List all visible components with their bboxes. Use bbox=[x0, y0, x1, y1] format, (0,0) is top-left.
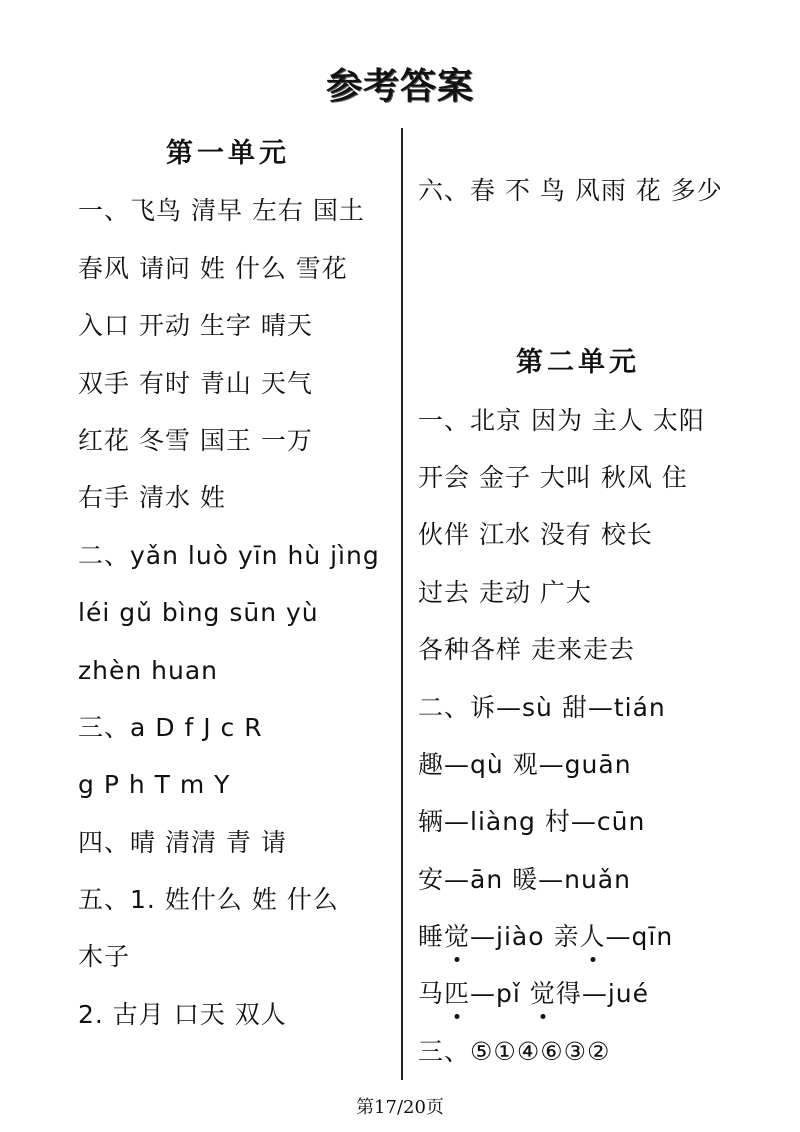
answer-line: zhèn huan bbox=[78, 655, 218, 685]
spacer bbox=[418, 219, 758, 334]
answer-line: 五、1. 姓什么 姓 什么 bbox=[78, 885, 339, 915]
answer-line: léi gǔ bìng sūn yù bbox=[78, 598, 319, 628]
dotted-character: 匹 bbox=[444, 965, 470, 1022]
answer-line: 二、yǎn luò yīn hù jìng bbox=[78, 540, 380, 570]
answer-line: 趣—qù 观—guān bbox=[418, 749, 632, 779]
text-segment: 得—jué bbox=[555, 979, 649, 1009]
page-number: 第17/20页 bbox=[356, 1097, 444, 1118]
answer-line: 红花 冬雪 国王 一万 bbox=[78, 425, 313, 455]
page-title: 参考答案 bbox=[325, 65, 474, 107]
right-column bbox=[418, 162, 758, 1080]
text-segment: —jiào 亲 bbox=[470, 922, 580, 952]
text-segment: 睡 bbox=[418, 922, 445, 952]
answer-line: 伙伴 江水 没有 校长 bbox=[418, 520, 653, 550]
answer-line: 过去 走动 广大 bbox=[418, 577, 592, 607]
answer-line: 一、北京 因为 主人 太阳 bbox=[418, 405, 705, 435]
dotted-character: 觉 bbox=[444, 908, 470, 965]
column-divider bbox=[401, 128, 403, 1080]
text-segment: —pǐ bbox=[470, 979, 530, 1009]
answer-line: 入口 开动 生字 晴天 bbox=[78, 311, 313, 341]
answer-line: 木子 bbox=[78, 942, 131, 972]
answer-line: 右手 清水 姓 bbox=[78, 483, 226, 513]
text-segment: —qīn bbox=[605, 922, 674, 952]
answer-line: 2. 古月 口天 双人 bbox=[78, 999, 287, 1029]
answer-line-dotted bbox=[418, 965, 758, 1022]
dotted-character: 觉 bbox=[530, 965, 556, 1022]
answer-line-dotted bbox=[418, 908, 758, 965]
answer-line: 各种各样 走来走去 bbox=[418, 635, 635, 665]
dotted-character: 人 bbox=[580, 908, 606, 965]
unit2-heading: 第二单元 bbox=[516, 347, 640, 379]
left-column bbox=[78, 125, 388, 1043]
unit1-heading: 第一单元 bbox=[166, 138, 290, 169]
answer-line: g P h T m Y bbox=[78, 770, 231, 800]
answer-line: 双手 有时 青山 天气 bbox=[78, 368, 313, 398]
answer-line: 开会 金子 大叫 秋风 住 bbox=[418, 462, 688, 492]
answer-line: 三、⑤①④⑥③② bbox=[418, 1036, 611, 1066]
answer-line: 三、a D f J c R bbox=[78, 712, 263, 742]
answer-line: 春风 请问 姓 什么 雪花 bbox=[78, 253, 348, 283]
text-segment: 马 bbox=[418, 979, 445, 1009]
answer-line: 一、飞鸟 清早 左右 国土 bbox=[78, 196, 365, 226]
answer-line: 六、春 不 鸟 风雨 花 多少 bbox=[418, 176, 723, 205]
answer-line: 安—ān 暖—nuǎn bbox=[418, 864, 631, 894]
answer-line: 四、晴 清清 青 请 bbox=[78, 827, 287, 857]
answer-line: 辆—liàng 村—cūn bbox=[418, 807, 646, 837]
answer-line: 二、诉—sù 甜—tián bbox=[418, 692, 666, 722]
